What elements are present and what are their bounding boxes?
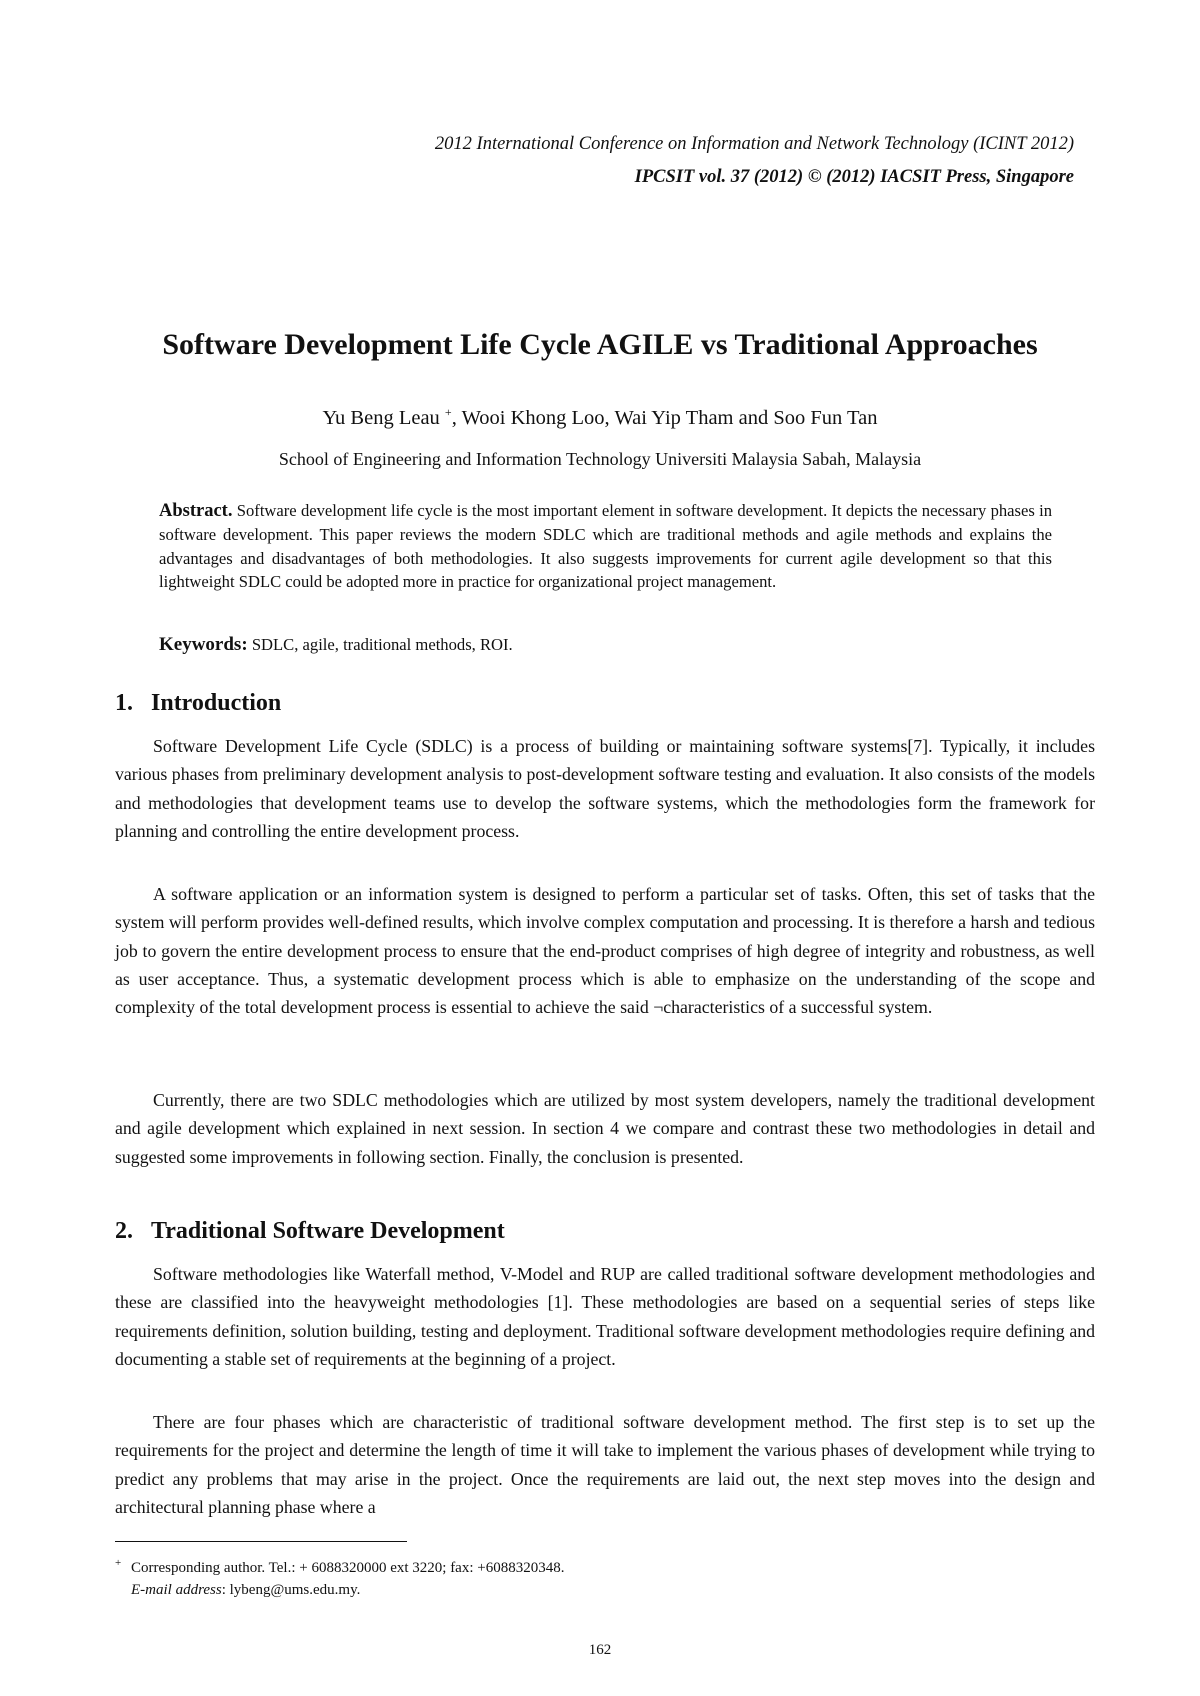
footnote-rule [115, 1541, 407, 1542]
author-list [0, 405, 1200, 430]
keywords-label: Keywords: [159, 634, 248, 655]
paragraph: Software methodologies like Waterfall method, V-Model and RUP are called traditional software development methodologies and these are classified into the heavyweight methodologies [1]. These methodologies are based on a sequential series of steps like requirements definition, solution building, testing and deployment. Traditional software development methodologies require defining and documenting a stable set of requirements at the beginning of a project. [115, 1264, 1095, 1369]
paragraph: Currently, there are two SDLC methodologies which are utilized by most system developers, namely the traditional development and agile development which explained in next session. In section 4 we compare and contrast these two methodologies in detail and suggested some improvements in following section. Finally, the conclusion is presented. [115, 1090, 1095, 1167]
keywords-text: SDLC, agile, traditional methods, ROI. [251, 635, 513, 654]
section-title: Introduction [151, 690, 282, 716]
first-author: Yu Beng Leau [322, 406, 440, 429]
email-label: E-mail address [131, 1582, 222, 1598]
corresponding-author-mark: + [444, 405, 452, 419]
paper-title: Software Development Life Cycle AGILE vs Traditional Approaches [162, 328, 1038, 361]
section-number: 2. [115, 1218, 133, 1244]
section-heading-introduction [115, 690, 281, 717]
paragraph: Software Development Life Cycle (SDLC) is a process of building or maintaining software systems[7]. Typically, it includes various phases from preliminary development analysis to post-development software testing and evaluation. It also consists of the models and methodologies that development teams use to develop the software systems, which the methodologies form the framework for planning and controlling the entire development process. [115, 736, 1095, 841]
press-line: IPCSIT vol. 37 (2012) © (2012) IACSIT Press, Singapore [634, 167, 1074, 187]
abstract [159, 499, 1052, 594]
section-number: 1. [115, 690, 133, 716]
paragraph: There are four phases which are characteristic of traditional software development method. The first step is to set up the requirements for the project and determine the length of time it will take to implement the various phases of development while trying to predict any problems that may arise in the project. Once the requirements are laid out, the next step moves into the design and architectural planning phase where a [115, 1412, 1095, 1517]
footnote-text: Corresponding author. Tel.: + 6088320000 ext 3220; fax: +6088320348. [131, 1560, 565, 1576]
section-title: Traditional Software Development [151, 1218, 505, 1244]
abstract-label: Abstract. [159, 501, 233, 521]
affiliation: School of Engineering and Information Technology Universiti Malaysia Sabah, Malaysia [278, 449, 922, 469]
page-number: 162 [588, 1642, 612, 1658]
conference-name: 2012 International Conference on Information and Network Technology (ICINT 2012) [434, 134, 1074, 154]
conference-header [435, 128, 1074, 194]
footnote-mark: + [115, 1557, 122, 1569]
section-heading-traditional [115, 1218, 505, 1245]
email-address: : lybeng@ums.edu.my. [221, 1582, 361, 1598]
keywords [159, 634, 1052, 656]
other-authors: , Wooi Khong Loo, Wai Yip Tham and Soo Fun Tan [451, 406, 878, 429]
footnote [115, 1552, 1075, 1601]
abstract-text: Software development life cycle is the most important element in software development. It depicts the necessary phases in software development. This paper reviews the modern SDLC which are traditional methods and agile methods and explains the advantages and disadvantages of both methodologies. It also suggests improvements for current agile development so that this lightweight SDLC could be adopted more in practice for organizational project management. [159, 501, 1052, 592]
paragraph: A software application or an information system is designed to perform a particular set of tasks. Often, this set of tasks that the system will perform provides well-defined results, which involve complex computation and processing. It is therefore a harsh and tedious job to govern the entire development process to ensure that the end-product comprises of high degree of integrity and robustness, as well as user acceptance. Thus, a systematic development process which is able to emphasize on the understanding of the scope and complexity of the total development process is essential to achieve the said ¬characteristics of a successful system. [115, 884, 1095, 1018]
